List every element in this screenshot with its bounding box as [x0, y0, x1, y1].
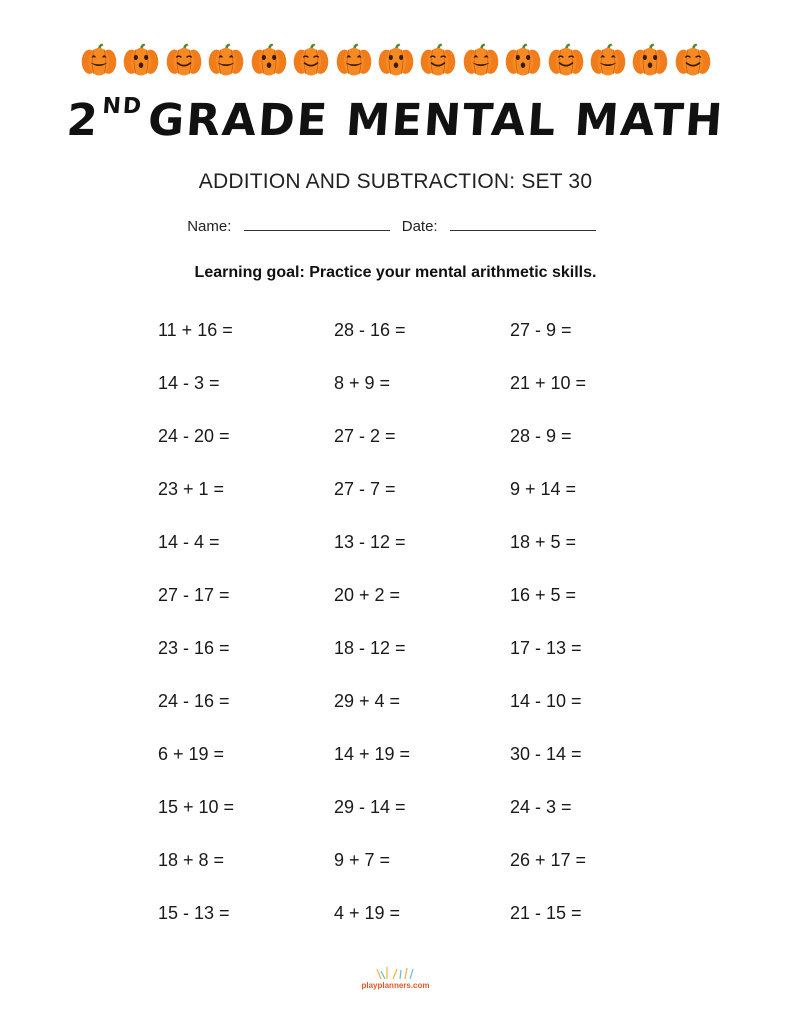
- problem-row: [158, 848, 698, 901]
- pumpkin-border: [80, 40, 712, 80]
- pumpkin-icon-wink: [165, 41, 203, 79]
- pumpkin-icon-surprised: [122, 41, 160, 79]
- math-problem: 18 + 8 =: [158, 850, 225, 870]
- pumpkin-icon-surprised: [250, 41, 288, 79]
- pumpkin-icon-wink: [674, 41, 712, 79]
- page-title: [0, 94, 791, 146]
- pumpkin-icon-smile: [462, 41, 500, 79]
- brand-logo: [361, 975, 429, 993]
- name-date-line: [0, 216, 791, 235]
- math-problem: 21 - 15 =: [510, 903, 582, 923]
- math-problem: 14 - 3 =: [158, 373, 220, 393]
- name-label: Name:: [187, 218, 232, 235]
- problem-row: [158, 424, 698, 477]
- date-label: Date:: [401, 218, 438, 235]
- math-problem: 21 + 10 =: [510, 373, 587, 393]
- math-problem: 11 + 16 =: [158, 320, 233, 340]
- title-grade-superscript: ND: [101, 94, 145, 119]
- worksheet-subtitle: ADDITION AND SUBTRACTION: SET 30: [198, 170, 593, 193]
- problem-row: [158, 371, 698, 424]
- math-problem: 24 - 3 =: [510, 797, 572, 817]
- math-problem: 9 + 14 =: [510, 479, 577, 499]
- math-problem: 16 + 5 =: [510, 585, 577, 605]
- math-problem: 18 - 12 =: [334, 638, 406, 658]
- math-problem: 14 + 19 =: [334, 744, 411, 764]
- date-blank-field[interactable]: [450, 216, 596, 231]
- math-problem: 27 - 7 =: [334, 479, 396, 499]
- math-problem: 26 + 17 =: [510, 850, 587, 870]
- problem-row: [158, 530, 698, 583]
- math-problem: 27 - 9 =: [510, 320, 572, 340]
- math-problem: 23 - 16 =: [158, 638, 230, 658]
- math-problem: 24 - 20 =: [158, 426, 230, 446]
- brand-text: playplanners.com: [361, 981, 430, 990]
- pumpkin-icon-wink: [419, 41, 457, 79]
- math-problem: 18 + 5 =: [510, 532, 577, 552]
- math-problem: 9 + 7 =: [334, 850, 391, 870]
- problem-grid: [158, 318, 698, 954]
- title-main: GRADE MENTAL MATH: [146, 95, 726, 146]
- learning-goal: Learning goal: Practice your mental arithmetic skills.: [194, 264, 597, 281]
- problem-row: [158, 689, 698, 742]
- pumpkin-icon-wink: [547, 41, 585, 79]
- math-problem: 13 - 12 =: [334, 532, 406, 552]
- math-problem: 14 - 4 =: [158, 532, 220, 552]
- pumpkin-icon-surprised: [504, 41, 542, 79]
- math-problem: 17 - 13 =: [510, 638, 582, 658]
- math-problem: 15 - 13 =: [158, 903, 230, 923]
- problem-row: [158, 742, 698, 795]
- math-problem: 8 + 9 =: [334, 373, 391, 393]
- title-grade-number: 2: [65, 95, 102, 146]
- problem-row: [158, 318, 698, 371]
- pumpkin-icon-smile: [207, 41, 245, 79]
- math-problem: 27 - 17 =: [158, 585, 230, 605]
- pumpkin-icon-smile: [589, 41, 627, 79]
- name-blank-field[interactable]: [244, 216, 390, 231]
- math-problem: 28 - 9 =: [510, 426, 572, 446]
- pumpkin-icon-surprised: [631, 41, 669, 79]
- math-problem: 29 - 14 =: [334, 797, 406, 817]
- problem-row: [158, 795, 698, 848]
- math-problem: 30 - 14 =: [510, 744, 582, 764]
- footer: [0, 975, 791, 993]
- pumpkin-icon-surprised: [377, 41, 415, 79]
- math-problem: 14 - 10 =: [510, 691, 582, 711]
- problem-row: [158, 477, 698, 530]
- math-problem: 23 + 1 =: [158, 479, 225, 499]
- pumpkin-icon-smile: [80, 41, 118, 79]
- math-problem: 27 - 2 =: [334, 426, 396, 446]
- problem-row: [158, 583, 698, 636]
- math-problem: 24 - 16 =: [158, 691, 230, 711]
- math-problem: 15 + 10 =: [158, 797, 235, 817]
- problem-row: [158, 901, 698, 954]
- math-problem: 28 - 16 =: [334, 320, 406, 340]
- pumpkin-icon-smile: [335, 41, 373, 79]
- math-problem: 20 + 2 =: [334, 585, 401, 605]
- problem-row: [158, 636, 698, 689]
- math-problem: 6 + 19 =: [158, 744, 225, 764]
- pumpkin-icon-wink: [292, 41, 330, 79]
- math-problem: 4 + 19 =: [334, 903, 401, 923]
- math-problem: 29 + 4 =: [334, 691, 401, 711]
